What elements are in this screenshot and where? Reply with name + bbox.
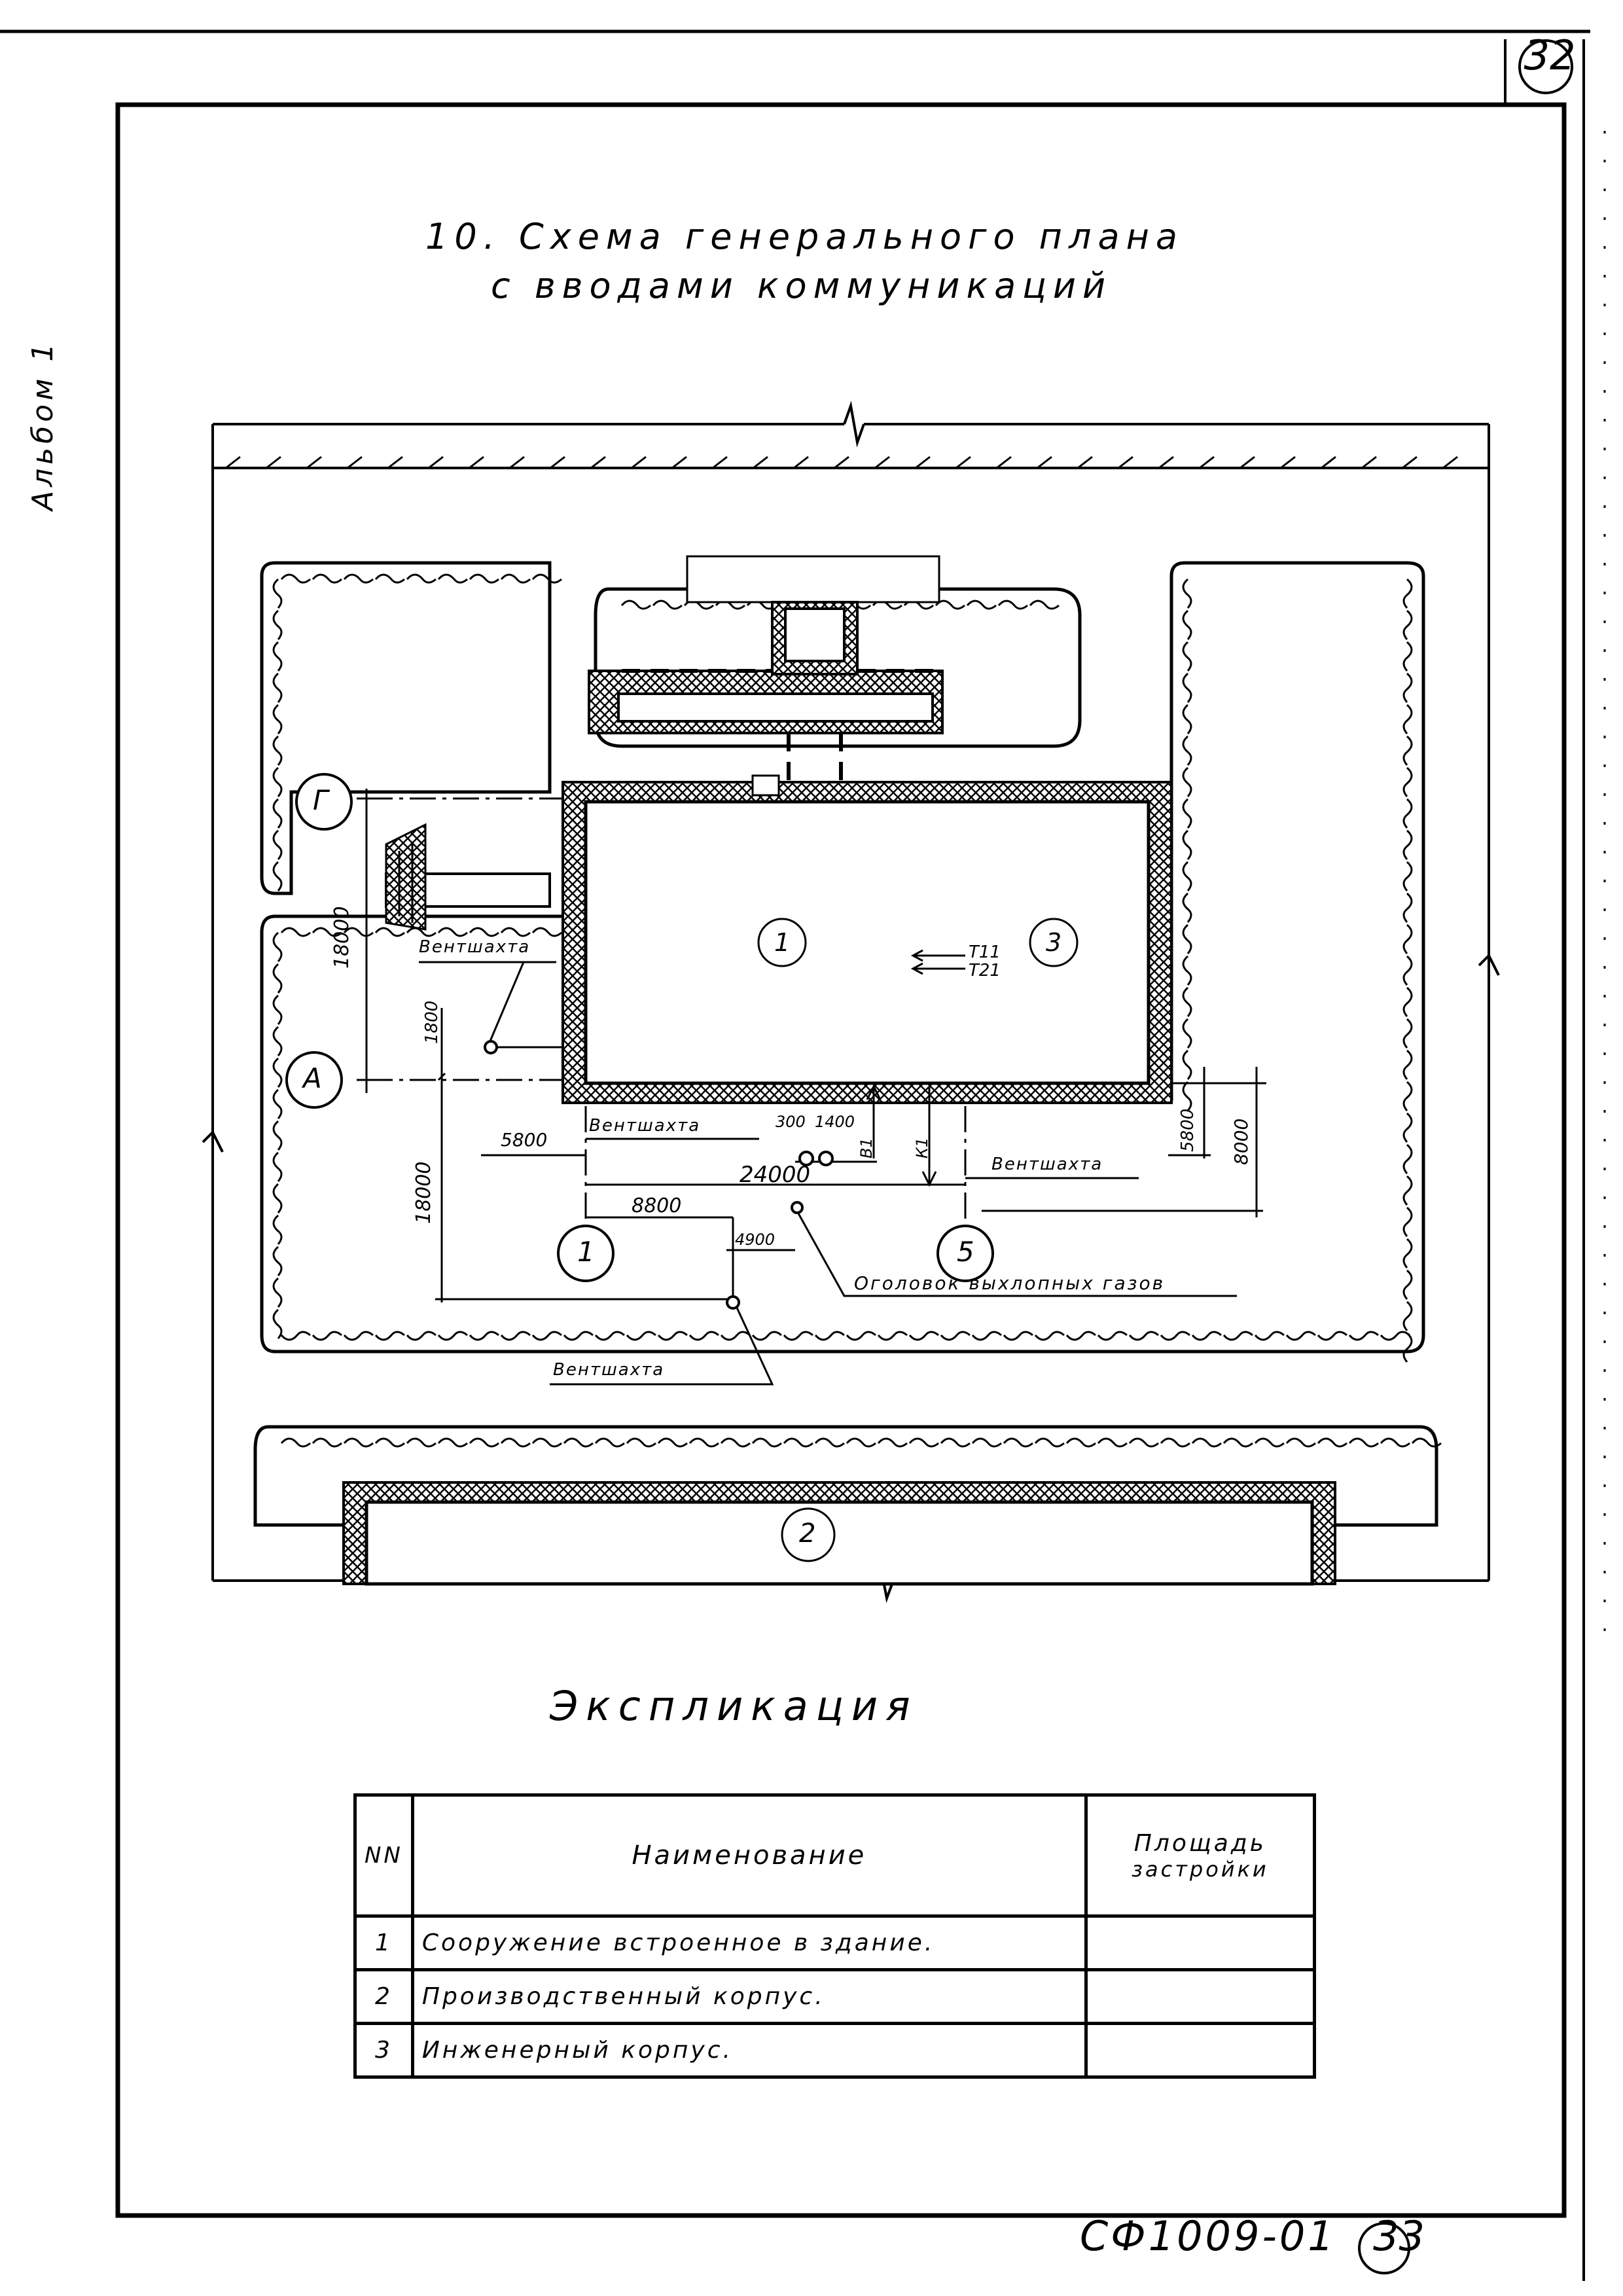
row-num: 2: [355, 1970, 413, 2024]
dim-1400: 1400: [815, 1113, 855, 1131]
page-number: 32: [1524, 31, 1576, 79]
dim-5800-h: 5800: [501, 1129, 548, 1151]
dim-8800: 8800: [632, 1194, 682, 1217]
title-line-2: с вводами коммуникаций: [491, 265, 1113, 306]
callout-vent-4: Вентшахта: [553, 1360, 665, 1380]
row-area: [1086, 1970, 1314, 2024]
net-label-k1: К1: [913, 1137, 931, 1158]
document-code: СФ1009-01: [1080, 2212, 1336, 2260]
dim-300: 300: [776, 1113, 806, 1131]
header-area-line1: Площадь: [1133, 1829, 1266, 1857]
dim-18000-left: 18000: [330, 906, 353, 969]
sheet-number-bottom: 33: [1373, 2212, 1425, 2260]
table-row: [355, 1916, 1315, 1970]
building-3-label: 3: [1046, 928, 1062, 957]
row-area: [1086, 2024, 1314, 2077]
table-row: [355, 1970, 1315, 2024]
explication-table: [353, 1793, 1316, 2079]
title-line-1: 10. Схема генерального плана: [425, 216, 1184, 257]
explication-title: Экспликация: [550, 1682, 918, 1730]
net-label-b1: В1: [857, 1138, 876, 1158]
axis-marker-a: А: [303, 1062, 322, 1094]
building-1: [563, 776, 1171, 1103]
building-2: [344, 1482, 1335, 1584]
dim-1800: 1800: [422, 1000, 442, 1044]
net-label-t21: Т21: [969, 961, 1001, 980]
dim-8000: 8000: [1230, 1118, 1252, 1165]
dim-18000-lower: 18000: [412, 1161, 435, 1224]
row-num: 3: [355, 2024, 413, 2077]
axis-marker-1: 1: [577, 1236, 595, 1268]
header-num: NN: [355, 1795, 413, 1916]
dim-5800-v: 5800: [1178, 1108, 1198, 1152]
dim-4900: 4900: [735, 1230, 776, 1249]
callout-vent-3: Вентшахта: [991, 1155, 1103, 1174]
album-label: Альбом 1: [26, 339, 60, 511]
axis-marker-g: Г: [313, 784, 329, 816]
row-area: [1086, 1916, 1314, 1970]
callout-vent-1: Вентшахта: [419, 937, 531, 957]
dim-24000: 24000: [740, 1162, 811, 1188]
row-name: Инженерный корпус.: [412, 2024, 1086, 2077]
row-num: 1: [355, 1916, 413, 1970]
building-1-label: 1: [774, 928, 791, 957]
axis-marker-5: 5: [957, 1236, 974, 1268]
callout-exhaust: Оголовок выхлопных газов: [854, 1272, 1166, 1294]
callout-vent-2: Вентшахта: [589, 1116, 701, 1136]
row-name: Производственный корпус.: [412, 1970, 1086, 2024]
row-name: Сооружение встроенное в здание.: [412, 1916, 1086, 1970]
road-edge-ticks: [226, 457, 1457, 468]
entrance-ramp: [386, 825, 550, 929]
header-area-line2: застройки: [1132, 1856, 1269, 1882]
table-row: [355, 2024, 1315, 2077]
building-2-label: 2: [799, 1518, 816, 1549]
building-3-top-block: [589, 556, 942, 733]
header-area: [1086, 1795, 1314, 1916]
net-label-t11: Т11: [969, 942, 1001, 962]
header-name: Наименование: [412, 1795, 1086, 1916]
explication-header-row: [355, 1795, 1315, 1916]
